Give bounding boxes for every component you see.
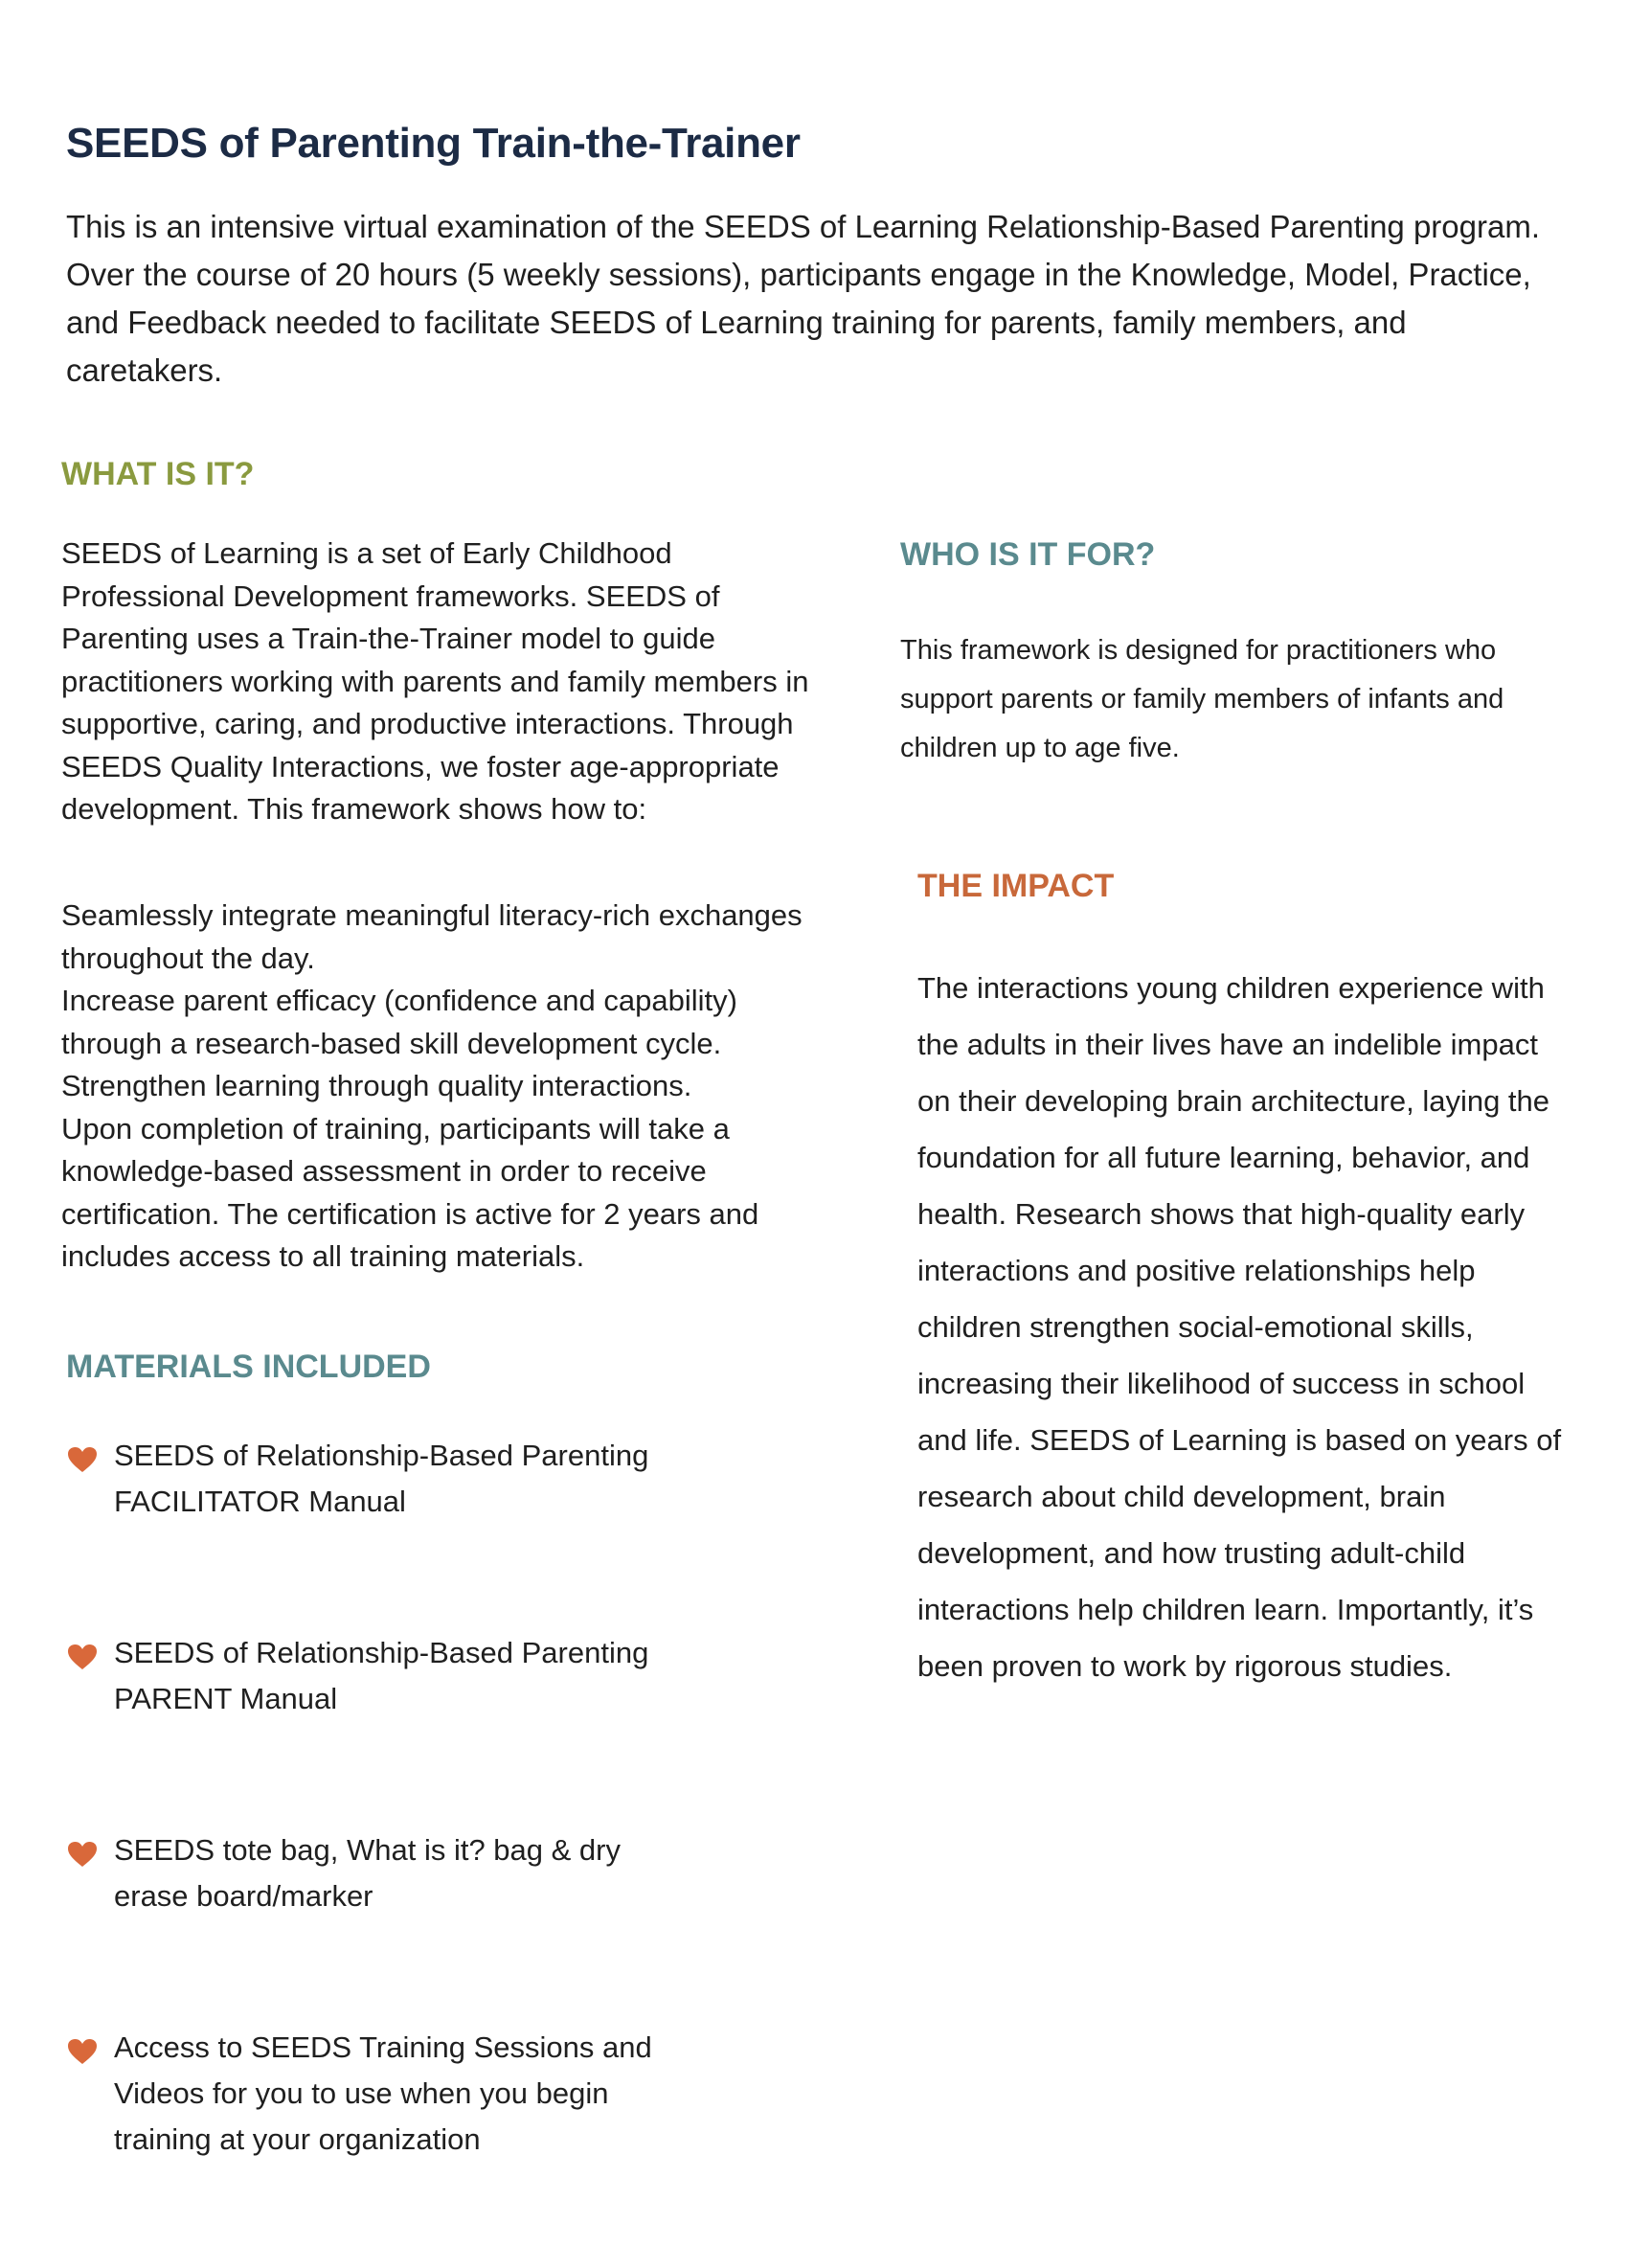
material-line: Access to SEEDS Training Sessions and	[114, 2030, 652, 2064]
impact-heading: THE IMPACT	[917, 868, 1115, 904]
material-item	[61, 1630, 732, 1722]
point-efficacy: Increase parent efficacy (confidence and capability) through a research-based skill development cycle.	[61, 984, 737, 1060]
material-item	[61, 2025, 732, 2163]
what-is-it-points	[61, 895, 827, 1279]
point-strengthen: Strengthen learning through quality interactions.	[61, 1069, 692, 1102]
heart-icon	[67, 1446, 98, 1473]
material-item	[61, 1827, 732, 1919]
materials-heading: MATERIALS INCLUDED	[66, 1349, 431, 1385]
heart-icon	[67, 1644, 98, 1670]
material-line: erase board/marker	[114, 1879, 373, 1913]
who-is-it-for-body: This framework is designed for practitioners who support parents or family members of infants and children up to age five.	[900, 635, 1504, 763]
what-is-it-heading: WHAT IS IT?	[61, 456, 255, 492]
heart-icon	[67, 2038, 98, 2065]
who-is-it-for-heading: WHO IS IT FOR?	[900, 536, 1156, 573]
material-line: SEEDS of Relationship-Based Parenting	[114, 1636, 649, 1669]
impact-body: The interactions young children experience with the adults in their lives have an indelible impact on their developing brain architecture, laying the foundation for all future learning, behavior, and health. Research shows that high-quality early interactions and positive relationships help children strengthen social-emotional skills, increasing their likelihood of success in school and life. SEEDS of Learning is based on years of research about child development, brain development, and how trusting adult-child interactions help children learn. Importantly, it’s been proven to work by rigorous studies.	[917, 971, 1562, 1683]
point-certification: Upon completion of training, participants will take a knowledge-based assessment in order to receive certification. The certification is active for 2 years and includes access to all training materials.	[61, 1111, 759, 1273]
point-literacy: Seamlessly integrate meaningful literacy-rich exchanges throughout the day.	[61, 898, 803, 975]
heart-icon	[67, 1841, 98, 1868]
material-line: SEEDS tote bag, What is it? bag & dry	[114, 1833, 621, 1867]
material-line: Videos for you to use when you begin	[114, 2076, 609, 2110]
material-line: training at your organization	[114, 2122, 481, 2156]
material-line: SEEDS of Relationship-Based Parenting	[114, 1439, 649, 1472]
material-line: FACILITATOR Manual	[114, 1485, 406, 1518]
material-line: PARENT Manual	[114, 1682, 338, 1715]
page-title: SEEDS of Parenting Train-the-Trainer	[66, 120, 801, 168]
materials-list	[61, 1433, 732, 2268]
intro-paragraph: This is an intensive virtual examination of the SEEDS of Learning Relationship-Based Parenting program. Over the course of 20 hours (5 weekly sessions), participants engage in the Knowledge, Model, Practice, and Feedback needed to facilitate SEEDS of Learning training for parents, family members, and caretakers.	[66, 209, 1540, 388]
what-is-it-body: SEEDS of Learning is a set of Early Childhood Professional Development frameworks. SEEDS of Parenting uses a Train-the-Trainer model to guide practitioners working with parents and family members in supportive, caring, and productive interactions. Through SEEDS Quality Interactions, we foster age-appropriate development. This framework shows how to:	[61, 536, 809, 826]
material-item	[61, 1433, 732, 1525]
